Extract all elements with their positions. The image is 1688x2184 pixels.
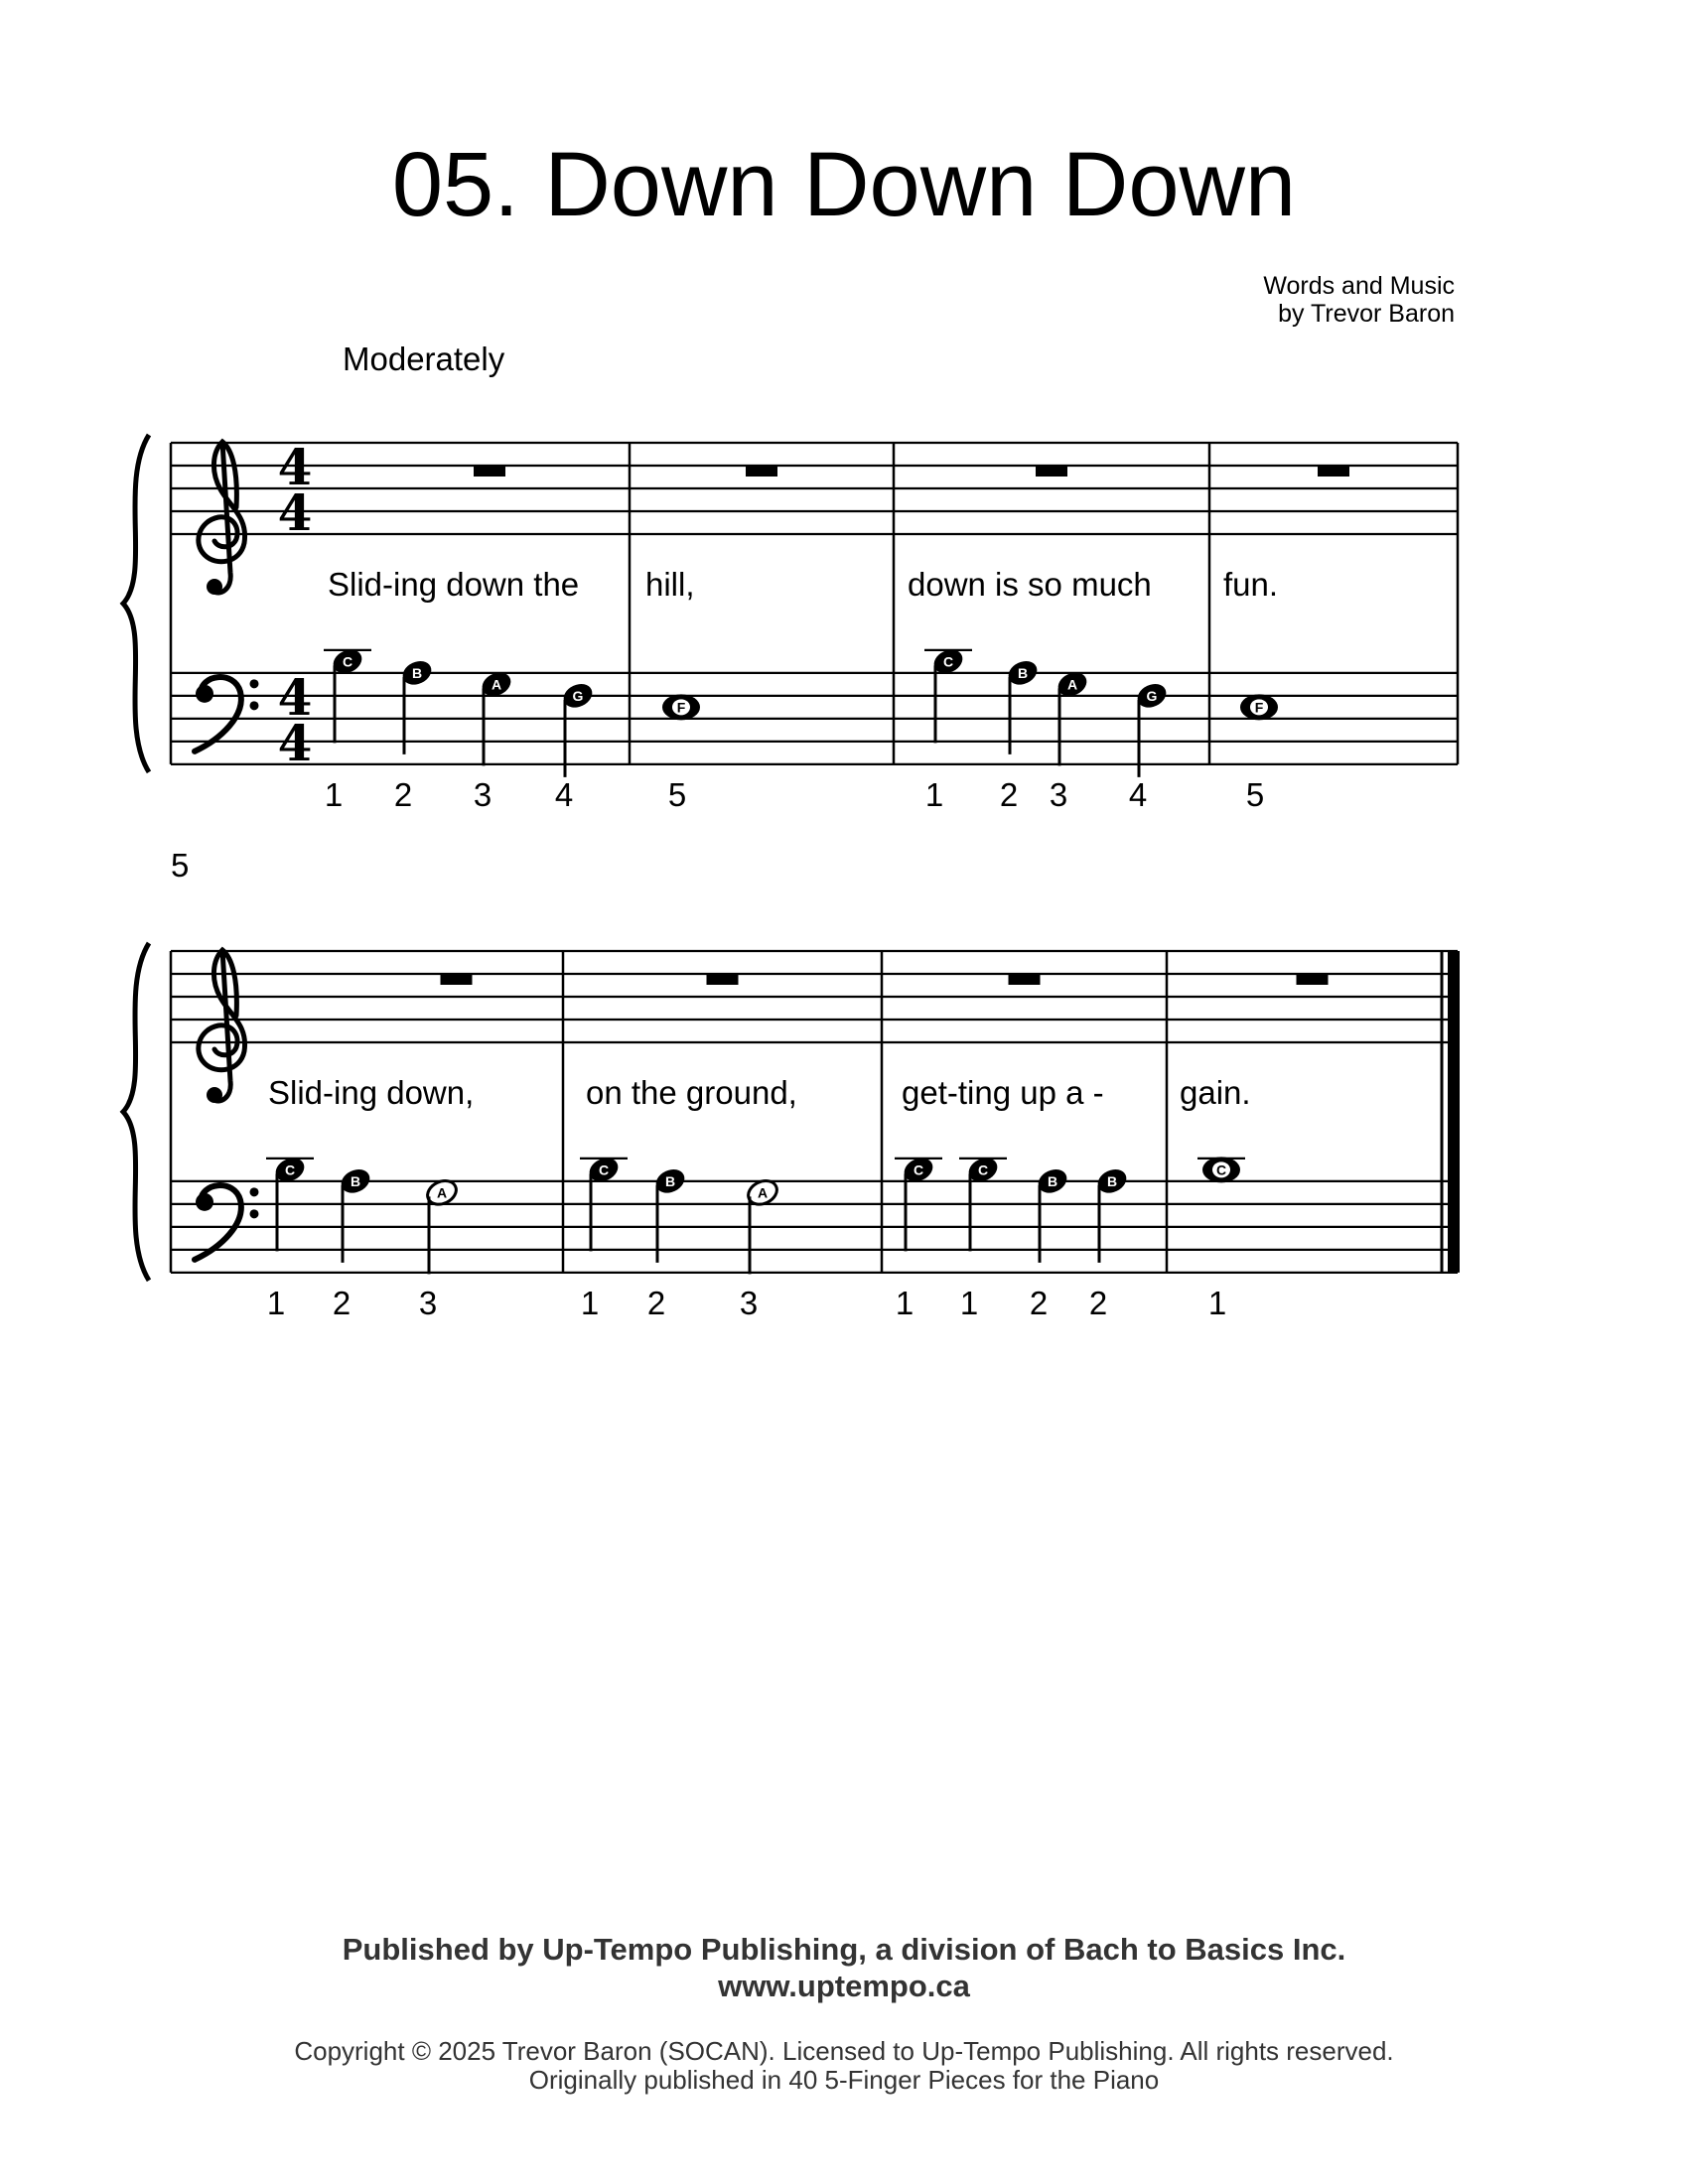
- whole-rest: [1036, 466, 1067, 477]
- credit-line-1: Words and Music: [1263, 272, 1455, 300]
- whole-rest: [707, 974, 739, 985]
- finger-number: 1: [924, 775, 944, 813]
- credit-line-2: by Trevor Baron: [1278, 300, 1455, 328]
- finger-number: 1: [959, 1284, 979, 1321]
- final-barline: [1448, 951, 1460, 1273]
- note-letter: A: [757, 1184, 769, 1201]
- finger-number: 3: [418, 1284, 438, 1321]
- whole-rest: [474, 466, 505, 477]
- finger-number: 1: [324, 775, 344, 813]
- finger-number: 1: [895, 1284, 914, 1321]
- finger-number: 4: [554, 775, 574, 813]
- finger-number: 3: [739, 1284, 759, 1321]
- lyric-text: Slid-ing down the: [328, 566, 580, 604]
- note-letter: C: [598, 1161, 610, 1178]
- finger-number: 1: [1207, 1284, 1227, 1321]
- finger-number: 2: [646, 1284, 666, 1321]
- tempo-marking: Moderately: [343, 341, 505, 377]
- note-letter: B: [1017, 664, 1029, 681]
- note-letter: B: [664, 1172, 676, 1189]
- finger-number: 5: [667, 775, 687, 813]
- system-1: [123, 435, 1458, 813]
- whole-rest: [441, 974, 473, 985]
- note-letter: C: [284, 1161, 296, 1178]
- publisher-url: www.uptempo.ca: [718, 1969, 970, 2003]
- finger-number: 3: [1049, 775, 1068, 813]
- note-letter: A: [436, 1184, 448, 1201]
- finger-number: 2: [1029, 1284, 1049, 1321]
- finger-number: 4: [1128, 775, 1148, 813]
- measure-number: 5: [171, 847, 190, 884]
- finger-number: 2: [332, 1284, 352, 1321]
- lyric-text: on the ground,: [586, 1074, 797, 1112]
- copyright-notice: [0, 2037, 1688, 2095]
- note-letter: C: [342, 653, 353, 670]
- bass-clef-icon: [195, 1185, 259, 1260]
- note-letter: C: [913, 1161, 924, 1178]
- lyric-text: gain.: [1180, 1074, 1251, 1112]
- note-letter: B: [411, 664, 423, 681]
- publisher-info: [0, 1931, 1688, 2004]
- finger-number: 2: [999, 775, 1019, 813]
- note-letter: C: [1215, 1161, 1227, 1178]
- note-letter: F: [676, 699, 686, 716]
- finger-number: 3: [473, 775, 492, 813]
- whole-rest: [746, 466, 777, 477]
- bass-clef-icon: [195, 677, 259, 751]
- bass-time-sig-top: 4: [277, 667, 313, 727]
- treble-time-sig-bottom: 4: [277, 483, 313, 542]
- treble-time-sig-top: 4: [277, 438, 313, 496]
- copyright-line-1: Copyright © 2025 Trevor Baron (SOCAN). Licensed to Up-Tempo Publishing. All rights reserved.: [294, 2036, 1394, 2066]
- note-letter: G: [572, 687, 584, 704]
- note-letter: A: [491, 676, 502, 693]
- lyric-text: get-ting up a -: [902, 1074, 1104, 1112]
- lyric-text: fun.: [1223, 566, 1279, 604]
- finger-number: 2: [1088, 1284, 1108, 1321]
- note-letter: C: [977, 1161, 989, 1178]
- lyric-text: hill,: [645, 566, 695, 604]
- lyric-text: Slid-ing down,: [268, 1074, 475, 1112]
- whole-rest: [1318, 466, 1349, 477]
- brace: [123, 943, 149, 1281]
- note-letter: F: [1254, 699, 1264, 716]
- copyright-line-2: Originally published in 40 5-Finger Pieces for the Piano: [528, 2065, 1160, 2095]
- finger-number: 2: [393, 775, 413, 813]
- note-letter: B: [350, 1172, 361, 1189]
- note-letter: A: [1066, 676, 1078, 693]
- finger-number: 1: [580, 1284, 600, 1321]
- brace: [123, 435, 149, 772]
- finger-number: 1: [266, 1284, 286, 1321]
- note-letter: C: [942, 653, 954, 670]
- publisher-line-1: Published by Up-Tempo Publishing, a division of Bach to Basics Inc.: [342, 1932, 1346, 1967]
- lyric-text: down is so much: [908, 566, 1152, 604]
- whole-rest: [1009, 974, 1041, 985]
- finger-number: 5: [1245, 775, 1265, 813]
- whole-rest: [1297, 974, 1329, 985]
- note-letter: B: [1047, 1172, 1058, 1189]
- note-letter: G: [1146, 687, 1158, 704]
- bass-time-sig-bottom: 4: [277, 713, 313, 772]
- page-title: 05. Down Down Down: [391, 134, 1297, 235]
- note-letter: B: [1106, 1172, 1118, 1189]
- system-2: [123, 943, 1460, 1321]
